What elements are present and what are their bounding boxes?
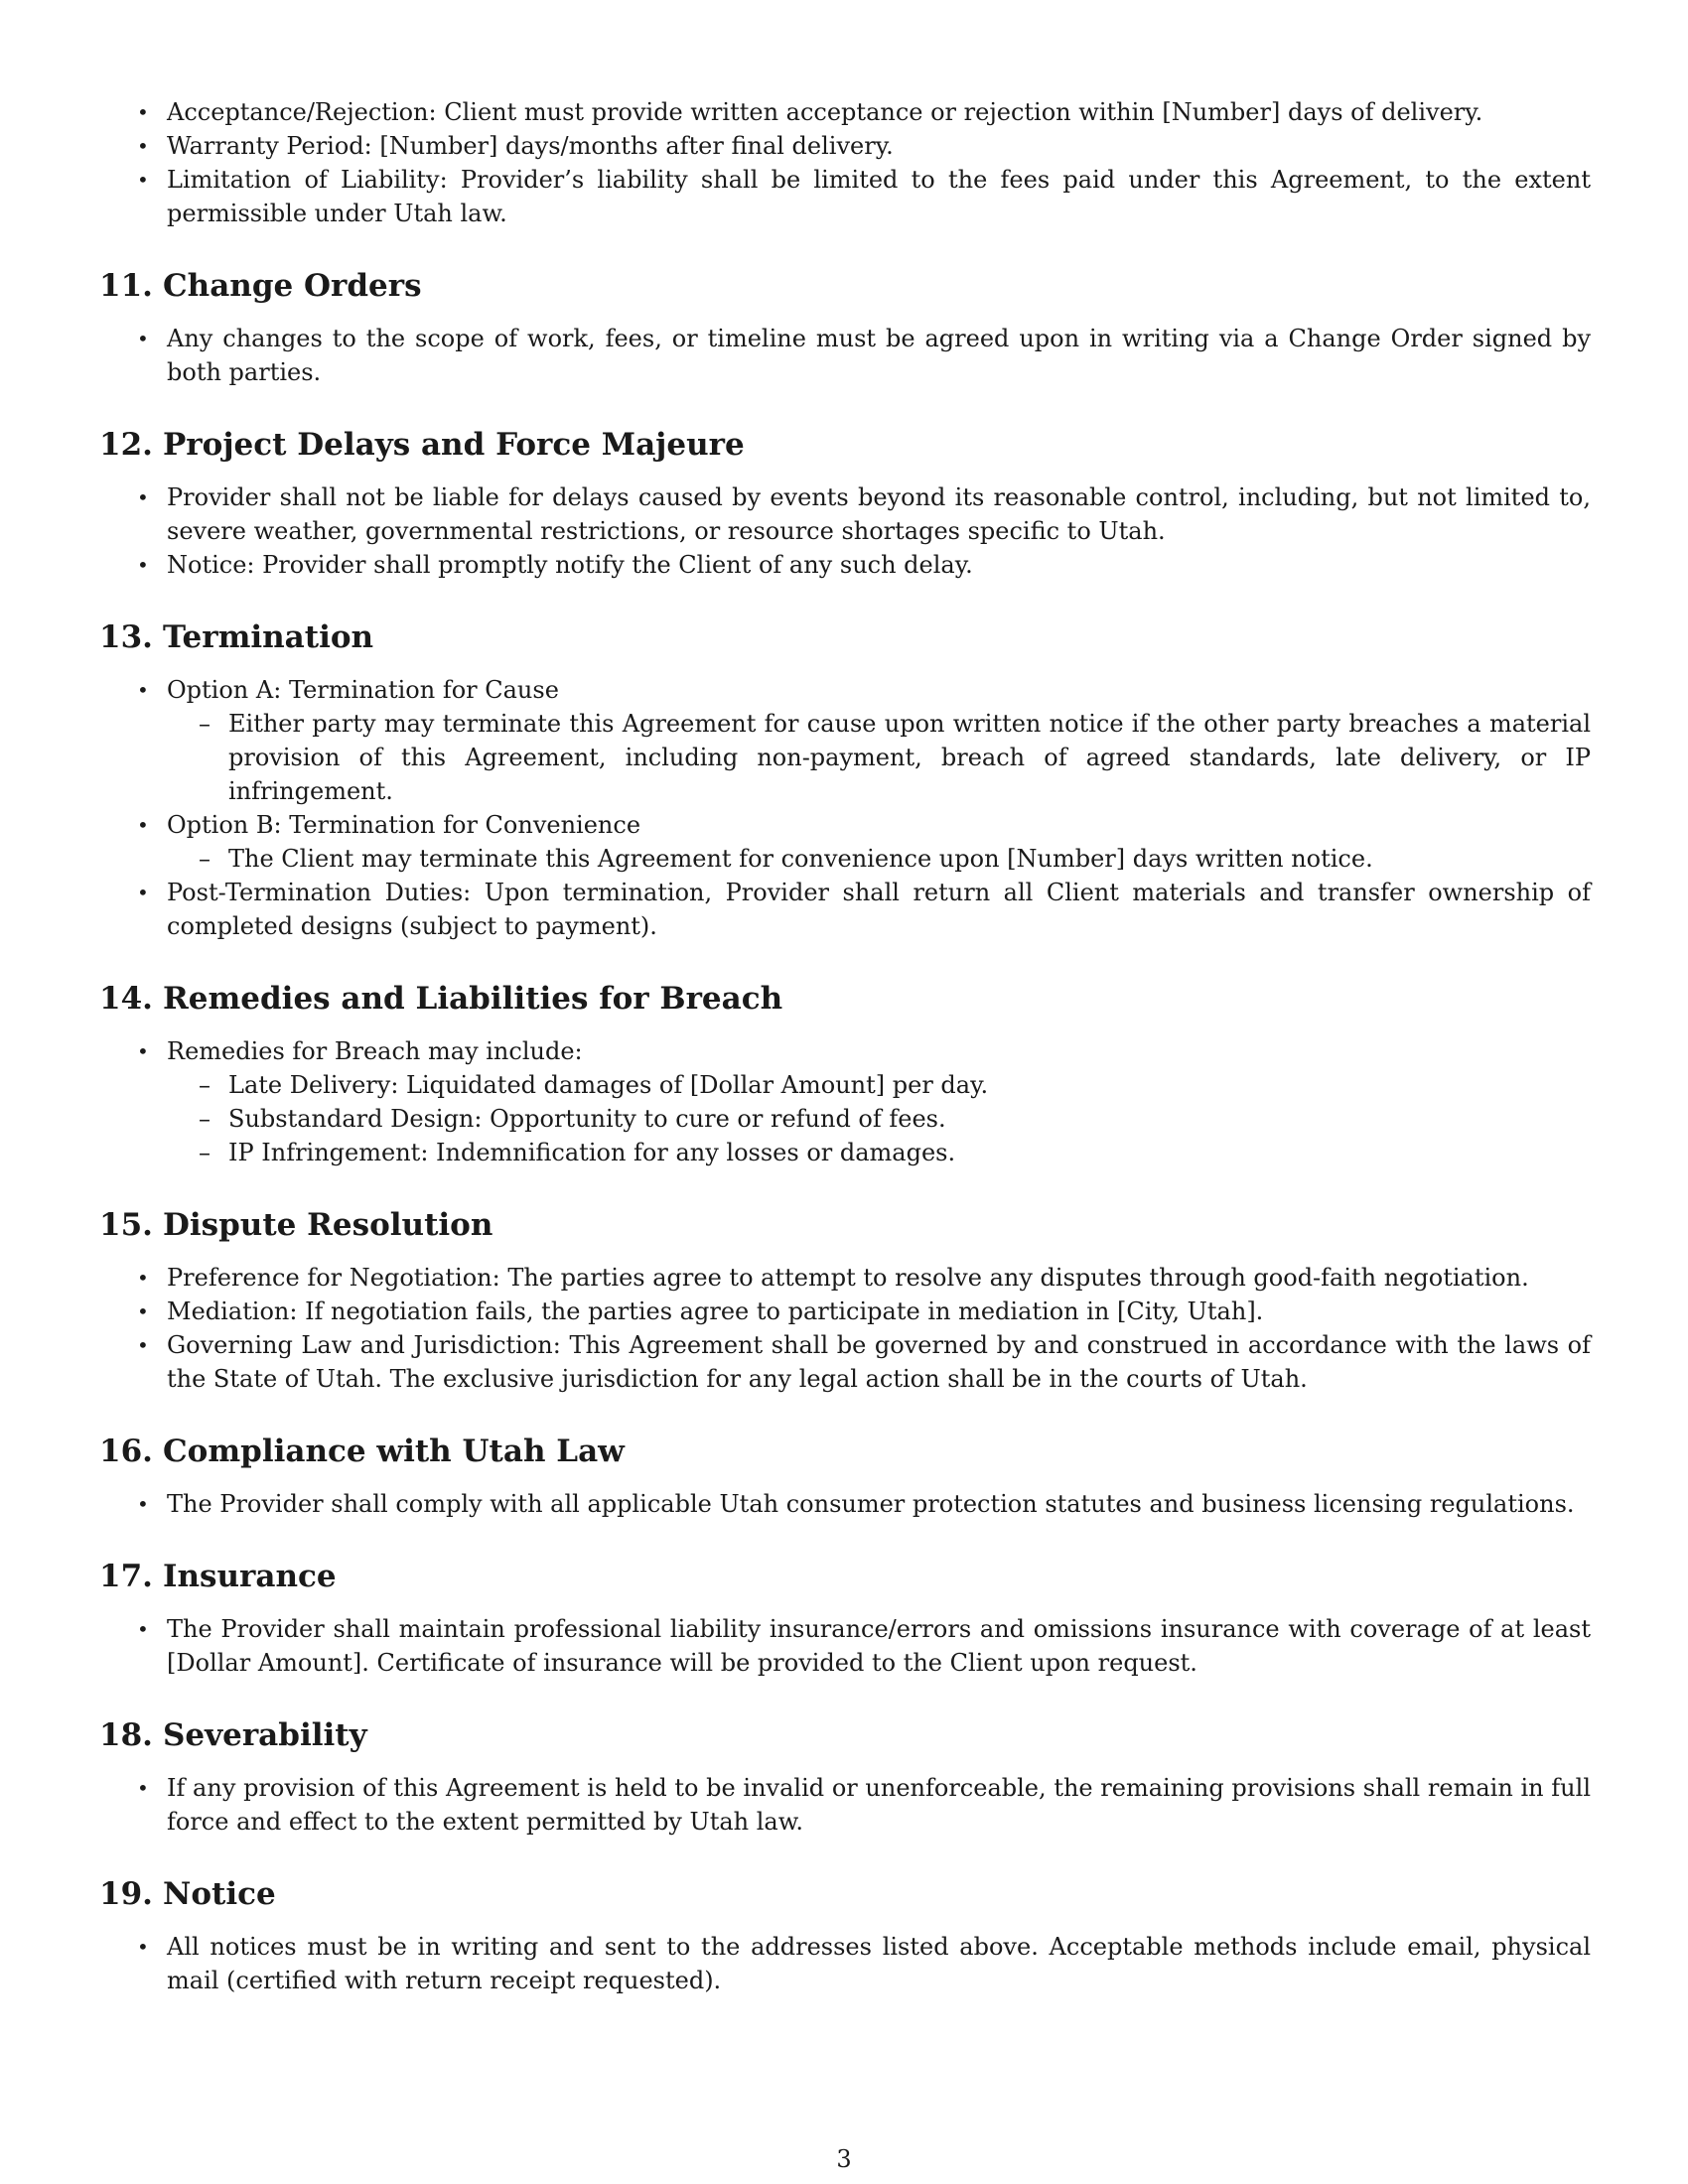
list-item: • Warranty Period: [Number] days/months after final delivery. xyxy=(99,129,1591,163)
sub-list xyxy=(167,842,1591,876)
sub-list-item: – The Client may terminate this Agreement for convenience upon [Number] days written notice. xyxy=(167,842,1591,876)
sub-list xyxy=(167,707,1591,808)
section-list xyxy=(99,1261,1591,1396)
section-number: 12. xyxy=(99,427,153,463)
section-list xyxy=(99,480,1591,582)
sub-list-item: – Late Delivery: Liquidated damages of [Dollar Amount] per day. xyxy=(167,1068,1591,1102)
sub-list-item: – Substandard Design: Opportunity to cure or refund of fees. xyxy=(167,1102,1591,1136)
section-title: Severability xyxy=(163,1717,367,1753)
intro-list xyxy=(99,95,1591,230)
list-item: • Limitation of Liability: Provider’s liability shall be limited to the fees paid under this Agreement, to the extent permissible under Utah law. xyxy=(99,163,1591,230)
list-item: • All notices must be in writing and sent to the addresses listed above. Acceptable methods include email, physical mail (certified with return receipt requested). xyxy=(99,1930,1591,1997)
section-title: Project Delays and Force Majeure xyxy=(163,427,745,463)
section-number: 19. xyxy=(99,1876,153,1912)
section-change-orders xyxy=(99,266,1591,389)
section-notice xyxy=(99,1874,1591,1997)
sub-list-item: – Either party may terminate this Agreement for cause upon written notice if the other party breaches a material provision of this Agreement, including non-payment, breach of agreed standards, late delivery, or IP infringement. xyxy=(167,707,1591,808)
section-title: Remedies and Liabilities for Breach xyxy=(163,981,783,1017)
section-heading xyxy=(99,617,1591,657)
list-item-text: Option B: Termination for Convenience xyxy=(167,811,641,839)
sub-list-item: – IP Infringement: Indemnification for any losses or damages. xyxy=(167,1136,1591,1169)
section-termination xyxy=(99,617,1591,943)
section-title: Termination xyxy=(163,619,374,655)
section-title: Notice xyxy=(163,1876,276,1912)
sub-list xyxy=(167,1068,1591,1169)
list-item: • The Provider shall maintain professional liability insurance/errors and omissions insurance with coverage of at least [Dollar Amount]. Certificate of insurance will be provided to the Client upon request. xyxy=(99,1612,1591,1680)
list-item xyxy=(99,808,1591,876)
section-compliance xyxy=(99,1432,1591,1521)
section-title: Dispute Resolution xyxy=(163,1207,493,1243)
section-list xyxy=(99,673,1591,943)
section-list xyxy=(99,1034,1591,1169)
list-item: • The Provider shall comply with all applicable Utah consumer protection statutes and business licensing regulations. xyxy=(99,1487,1591,1521)
list-item: • Post-Termination Duties: Upon termination, Provider shall return all Client materials and transfer ownership of completed designs (subject to payment). xyxy=(99,876,1591,943)
document-page xyxy=(99,95,1591,1997)
list-item: • Mediation: If negotiation fails, the parties agree to participate in mediation in [City, Utah]. xyxy=(99,1295,1591,1328)
section-number: 17. xyxy=(99,1559,153,1594)
list-item: • If any provision of this Agreement is held to be invalid or unenforceable, the remaining provisions shall remain in full force and effect to the extent permitted by Utah law. xyxy=(99,1771,1591,1839)
section-title: Change Orders xyxy=(163,268,422,304)
list-item-text: Option A: Termination for Cause xyxy=(167,676,559,704)
section-heading xyxy=(99,979,1591,1019)
section-list xyxy=(99,1771,1591,1839)
section-heading xyxy=(99,1557,1591,1596)
section-heading xyxy=(99,1205,1591,1245)
section-list xyxy=(99,1612,1591,1680)
section-heading xyxy=(99,266,1591,306)
list-item xyxy=(99,673,1591,808)
section-insurance xyxy=(99,1557,1591,1680)
section-heading xyxy=(99,1874,1591,1914)
section-severability xyxy=(99,1715,1591,1839)
section-number: 16. xyxy=(99,1433,153,1469)
section-number: 13. xyxy=(99,619,153,655)
page-number: 3 xyxy=(836,2145,852,2173)
section-heading xyxy=(99,1432,1591,1471)
section-heading xyxy=(99,425,1591,465)
section-list xyxy=(99,322,1591,389)
section-project-delays xyxy=(99,425,1591,582)
list-item xyxy=(99,1034,1591,1169)
section-dispute-resolution xyxy=(99,1205,1591,1396)
section-remedies xyxy=(99,979,1591,1169)
list-item: • Acceptance/Rejection: Client must provide written acceptance or rejection within [Number] days of delivery. xyxy=(99,95,1591,129)
list-item: • Notice: Provider shall promptly notify the Client of any such delay. xyxy=(99,548,1591,582)
section-number: 14. xyxy=(99,981,153,1017)
section-heading xyxy=(99,1715,1591,1755)
section-list xyxy=(99,1487,1591,1521)
section-number: 18. xyxy=(99,1717,153,1753)
section-title: Compliance with Utah Law xyxy=(163,1433,625,1469)
section-title: Insurance xyxy=(163,1559,337,1594)
list-item: • Preference for Negotiation: The parties agree to attempt to resolve any disputes through good-faith negotiation. xyxy=(99,1261,1591,1295)
section-number: 15. xyxy=(99,1207,153,1243)
list-item-text: Remedies for Breach may include: xyxy=(167,1037,583,1065)
list-item: • Any changes to the scope of work, fees, or timeline must be agreed upon in writing via a Change Order signed by both parties. xyxy=(99,322,1591,389)
list-item: • Governing Law and Jurisdiction: This Agreement shall be governed by and construed in accordance with the laws of the State of Utah. The exclusive jurisdiction for any legal action shall be in the courts of Utah. xyxy=(99,1328,1591,1396)
section-list xyxy=(99,1930,1591,1997)
list-item: • Provider shall not be liable for delays caused by events beyond its reasonable control, including, but not limited to, severe weather, governmental restrictions, or resource shortages specific to Utah. xyxy=(99,480,1591,548)
section-number: 11. xyxy=(99,268,153,304)
